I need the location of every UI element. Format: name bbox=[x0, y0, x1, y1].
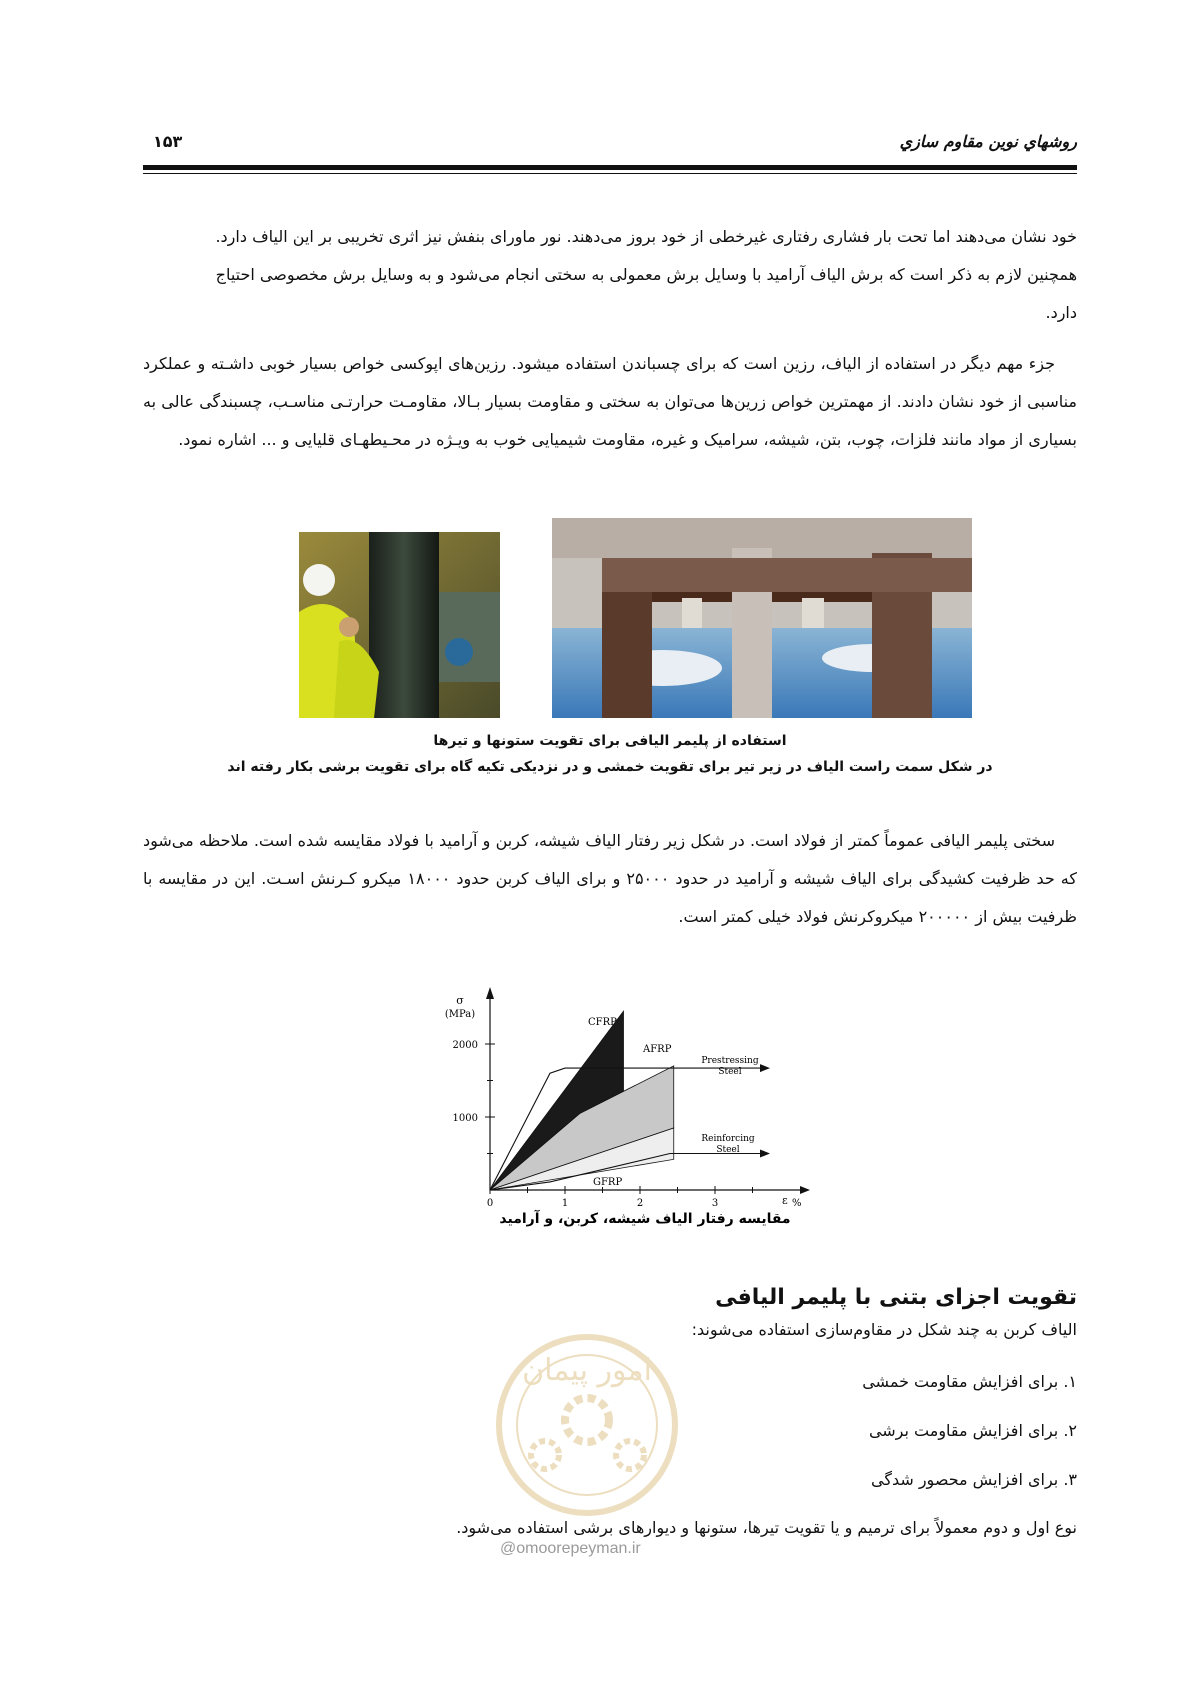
x-axis-symbol: ε bbox=[782, 1194, 788, 1207]
section-title: تقویت اجزای بتنی با پلیمر الیافی bbox=[715, 1285, 1077, 1310]
chart-caption: مقایسه رفتار الیاف شیشه، کربن، و آرامید bbox=[499, 1211, 791, 1227]
x-tick-label-2: 2 bbox=[636, 1198, 644, 1209]
label-reinforcing-steel: Reinforcing Steel bbox=[701, 1134, 755, 1155]
label-prestressing-steel: Prestressing Steel bbox=[701, 1056, 759, 1077]
x-tick-label-3: 3 bbox=[711, 1198, 719, 1209]
paragraph-1-line-2: همچنین لازم به ذکر است که برش الیاف آرامید با وسایل برش معمولی به سختی انجام می‌شود و به وسایل برش مخصوصی احتیاج bbox=[215, 265, 1077, 284]
header-rule-thick bbox=[143, 165, 1077, 170]
photo-caption-2: در شکل سمت راست الیاف در زیر تیر برای تقویت خمشی و در نزدیکی تکیه گاه برای تقویت برشی بکار رفته اند bbox=[227, 759, 993, 775]
list-item-3: ۳. برای افزایش محصور شدگی bbox=[870, 1470, 1077, 1489]
series-arrow-prestressing-steel bbox=[760, 1064, 770, 1072]
photo-caption-1: استفاده از پلیمر الیافی برای تقویت ستونها و تیرها bbox=[433, 733, 787, 749]
list-item-2: ۲. برای افزایش مقاومت برشی bbox=[868, 1421, 1077, 1440]
x-axis-arrow bbox=[800, 1186, 810, 1194]
running-title: روشهاي نوين مقاوم سازي bbox=[899, 132, 1077, 151]
label-afrp: AFRP bbox=[643, 1044, 672, 1055]
series-arrow-reinforcing-steel bbox=[760, 1150, 770, 1158]
header-rule-thin bbox=[143, 173, 1077, 174]
x-tick-label-0: 0 bbox=[486, 1198, 494, 1209]
watermark-url: @omoorepeyman.ir bbox=[500, 1540, 641, 1557]
section-closing: نوع اول و دوم معمولاً برای ترمیم و یا تقویت تیرها، ستونها و دیوارهای برشی استفاده می‌شود. bbox=[456, 1518, 1077, 1537]
paragraph-2: جزء مهم دیگر در استفاده از الیاف، رزین است که برای چسباندن استفاده میشود. رزین‌های اپوکسی خواص بسیار خوبی داشـته و عملکرد مناسبی از خود نشان دادند. از مهمترین خواص زرین‌ها می‌توان به سختی و مقاومت بسیار بـالا، مقاومـت حرارتـی مناسـب، چسبندگی عالی به بسیاری از مواد مانند فلزات، چوب، بتن، شیشه، سرامیک و غیره، مقاومت شیمیایی خوب به ویـژه در محـیطهـای قلیایی و ... اشاره نمود. bbox=[143, 354, 1077, 449]
page-header bbox=[143, 128, 1077, 168]
y-axis-arrow bbox=[486, 987, 494, 999]
label-cfrp: CFRP bbox=[588, 1017, 617, 1028]
y-axis-unit: (MPa) bbox=[444, 1009, 476, 1020]
y-axis-symbol: σ bbox=[456, 994, 464, 1007]
x-tick-label-1: 1 bbox=[561, 1198, 569, 1209]
y-tick-label-1000: 1000 bbox=[452, 1113, 478, 1124]
page-number: ۱۵۳ bbox=[153, 132, 183, 151]
section-intro: الیاف کربن به چند شکل در مقاوم‌سازی استفاده می‌شوند: bbox=[691, 1320, 1077, 1339]
x-axis-unit: % bbox=[792, 1198, 802, 1209]
photo-beam-strengthening bbox=[552, 518, 972, 718]
stress-strain-chart bbox=[430, 985, 820, 1230]
paragraph-1-line-1: خود نشان می‌دهند اما تحت بار فشاری رفتاری غیرخطی از خود بروز می‌دهند. نور ماورای بنفش نیز اثری تخریبی بر این الیاف دارد. bbox=[215, 227, 1077, 246]
paragraph-3: سختی پلیمر الیافی عموماً کمتر از فولاد است. در شکل زیر رفتار الیاف شیشه، کربن و آرامید با فولاد مقایسه شده است. ملاحظه می‌شود که حد ظرفیت کشیدگی برای الیاف شیشه و آرامید در حدود ۲۵۰۰۰ و برای الیاف کربن حدود ۱۸۰۰۰ میکرو کـرنش اسـت. این در مقایسه با ظرفیت بیش از ۲۰۰۰۰۰ میکروکرنش فولاد خیلی کمتر است. bbox=[143, 831, 1077, 926]
watermark-text: امور پیمان bbox=[522, 1353, 652, 1388]
label-gfrp: GFRP bbox=[593, 1177, 623, 1188]
y-tick-label-2000: 2000 bbox=[452, 1040, 478, 1051]
photo-column-wrapping bbox=[299, 532, 500, 718]
paragraph-1-line-3: دارد. bbox=[1045, 303, 1077, 322]
chart-bands bbox=[490, 1011, 674, 1190]
list-item-1: ۱. برای افزایش مقاومت خمشی bbox=[862, 1372, 1077, 1391]
